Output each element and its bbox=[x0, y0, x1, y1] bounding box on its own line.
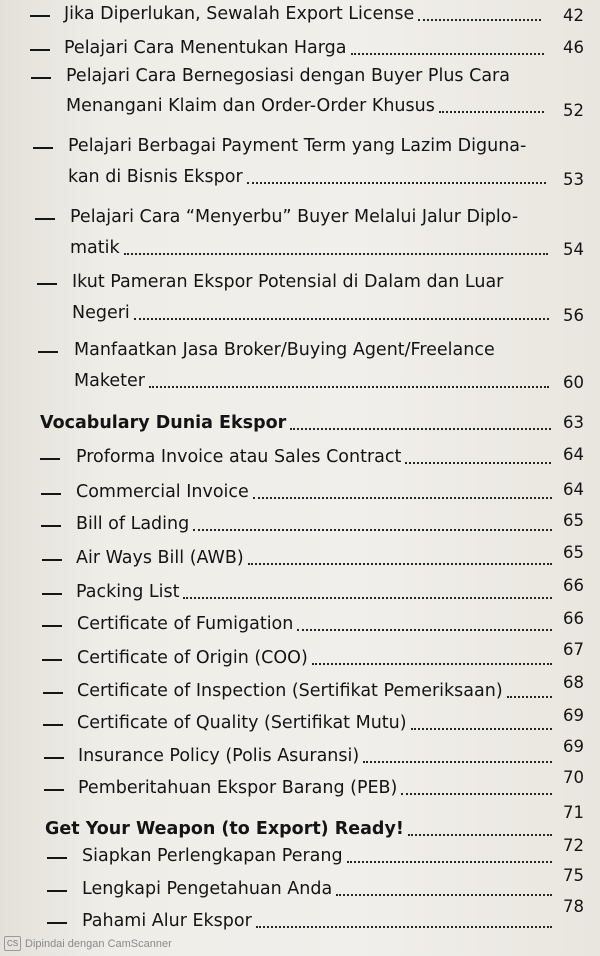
page-number: 69 bbox=[563, 737, 584, 756]
dot-leader bbox=[507, 696, 552, 698]
bullet-dash-icon bbox=[47, 890, 67, 892]
toc-entry-title-line bbox=[64, 36, 548, 60]
page-number: 75 bbox=[563, 866, 584, 885]
toc-entry-title-line bbox=[76, 512, 556, 536]
entry-title: Certificate of Inspection (Sertifikat Pemeriksaan) bbox=[77, 681, 503, 701]
bullet-dash-icon bbox=[47, 922, 67, 924]
toc-entry-title-line bbox=[77, 612, 556, 636]
dot-leader bbox=[351, 53, 545, 55]
bullet-dash-icon bbox=[37, 283, 57, 285]
entry-title: Bill of Lading bbox=[76, 514, 190, 534]
entry-title: Ikut Pameran Ekspor Potensial di Dalam dan Luar bbox=[72, 272, 504, 292]
entry-title: Jika Diperlukan, Sewalah Export License bbox=[64, 4, 415, 24]
toc-entry-title-line bbox=[66, 64, 510, 88]
entry-title: Pahami Alur Ekspor bbox=[82, 911, 252, 931]
toc-entry-title-line bbox=[70, 205, 518, 229]
bullet-dash-icon bbox=[30, 49, 50, 51]
bullet-dash-icon bbox=[42, 559, 62, 561]
bullet-dash-icon bbox=[42, 659, 62, 661]
page-number: 66 bbox=[563, 576, 584, 595]
dot-leader bbox=[124, 253, 548, 255]
entry-title: Certificate of Quality (Sertifikat Mutu) bbox=[77, 713, 407, 733]
page-number: 69 bbox=[563, 706, 584, 725]
entry-title: Maketer bbox=[74, 371, 145, 391]
bullet-dash-icon bbox=[33, 147, 53, 149]
dot-leader bbox=[347, 861, 552, 863]
scanner-watermark bbox=[4, 936, 172, 951]
dot-leader bbox=[408, 834, 552, 836]
bullet-dash-icon bbox=[43, 724, 63, 726]
toc-entry-title-line bbox=[82, 844, 556, 868]
page-number: 60 bbox=[563, 373, 584, 392]
entry-title: Insurance Policy (Polis Asuransi) bbox=[78, 746, 360, 766]
camscanner-logo-icon: CS bbox=[4, 936, 21, 951]
entry-title: kan di Bisnis Ekspor bbox=[68, 167, 243, 187]
page-number: 65 bbox=[563, 543, 584, 562]
entry-title: Manfaatkan Jasa Broker/Buying Agent/Freelance bbox=[74, 340, 495, 360]
toc-entry-title-line bbox=[72, 301, 553, 325]
entry-title: Pemberitahuan Ekspor Barang (PEB) bbox=[78, 778, 398, 798]
bullet-dash-icon bbox=[35, 218, 55, 220]
bullet-dash-icon bbox=[38, 351, 58, 353]
bullet-dash-icon bbox=[31, 77, 51, 79]
page-number: 42 bbox=[563, 6, 584, 25]
page-number: 64 bbox=[563, 480, 584, 499]
dot-leader bbox=[183, 597, 552, 599]
page-number: 65 bbox=[563, 511, 584, 530]
toc-entry-title-line bbox=[76, 480, 556, 504]
bullet-dash-icon bbox=[40, 458, 60, 460]
entry-title: Air Ways Bill (AWB) bbox=[76, 548, 244, 568]
page-number: 63 bbox=[563, 413, 584, 432]
entry-title: Siapkan Perlengkapan Perang bbox=[82, 846, 343, 866]
bullet-dash-icon bbox=[30, 15, 50, 17]
entry-title: Lengkapi Pengetahuan Anda bbox=[82, 879, 333, 899]
toc-entry-title-line bbox=[66, 94, 548, 118]
toc-entry-title-line bbox=[77, 711, 556, 735]
dot-leader bbox=[363, 761, 552, 763]
bullet-dash-icon bbox=[47, 857, 67, 859]
entry-title: matik bbox=[70, 238, 120, 258]
bullet-dash-icon bbox=[44, 789, 64, 791]
bullet-dash-icon bbox=[41, 493, 61, 495]
entry-title: Pelajari Cara Bernegosiasi dengan Buyer Plus Cara bbox=[66, 66, 510, 86]
dot-leader bbox=[290, 428, 551, 430]
entry-title: Pelajari Cara “Menyerbu” Buyer Melalui Jalur Diplo- bbox=[70, 207, 519, 227]
toc-entry-title-line bbox=[76, 445, 555, 469]
dot-leader bbox=[247, 182, 546, 184]
page-number: 67 bbox=[563, 640, 584, 659]
bullet-dash-icon bbox=[41, 525, 61, 527]
entry-title: Menangani Klaim dan Order-Order Khusus bbox=[66, 96, 435, 116]
section-title: Get Your Weapon (to Export) Ready! bbox=[45, 819, 404, 839]
toc-entry-title-line bbox=[64, 2, 545, 26]
entry-title: Commercial Invoice bbox=[76, 482, 249, 502]
section-title: Vocabulary Dunia Ekspor bbox=[40, 413, 287, 433]
page-number: 64 bbox=[563, 445, 584, 464]
dot-leader bbox=[401, 793, 552, 795]
entry-title: Negeri bbox=[72, 303, 130, 323]
toc-entry-title-line bbox=[68, 134, 526, 158]
toc-entry-title-line bbox=[74, 338, 495, 362]
dot-leader bbox=[336, 894, 552, 896]
page-number: 70 bbox=[563, 768, 584, 787]
toc-entry-title-line bbox=[82, 877, 556, 901]
toc-entry-title-line bbox=[70, 236, 552, 260]
page-number: 71 bbox=[563, 803, 584, 822]
dot-leader bbox=[439, 111, 544, 113]
entry-title: Pelajari Berbagai Payment Term yang Lazim Diguna- bbox=[68, 136, 527, 156]
dot-leader bbox=[134, 318, 549, 320]
page-number: 78 bbox=[563, 897, 584, 916]
toc-entry-title-line bbox=[76, 546, 556, 570]
page-number: 66 bbox=[563, 609, 584, 628]
page-number: 54 bbox=[563, 240, 584, 259]
toc-entry-title-line bbox=[40, 411, 555, 435]
toc-entry-title-line bbox=[77, 679, 556, 703]
entry-title: Certificate of Fumigation bbox=[77, 614, 294, 634]
dot-leader bbox=[193, 529, 552, 531]
toc-entry-title-line bbox=[78, 776, 556, 800]
entry-title: Proforma Invoice atau Sales Contract bbox=[76, 447, 402, 467]
dot-leader bbox=[297, 629, 552, 631]
entry-title: Packing List bbox=[76, 582, 180, 602]
dot-leader bbox=[253, 497, 552, 499]
page-number: 56 bbox=[563, 306, 584, 325]
entry-title: Certificate of Origin (COO) bbox=[77, 648, 308, 668]
toc-entry-title-line bbox=[77, 646, 556, 670]
dot-leader bbox=[248, 563, 552, 565]
dot-leader bbox=[256, 926, 552, 928]
toc-entry-title-line bbox=[45, 817, 556, 841]
toc-entry-title-line bbox=[72, 270, 503, 294]
toc-entry-title-line bbox=[74, 369, 553, 393]
toc-entry-title-line bbox=[78, 744, 556, 768]
dot-leader bbox=[312, 663, 552, 665]
toc-entry-title-line bbox=[68, 165, 550, 189]
toc-entry-title-line bbox=[76, 580, 556, 604]
page-number: 53 bbox=[563, 170, 584, 189]
page-number: 72 bbox=[563, 836, 584, 855]
entry-title: Pelajari Cara Menentukan Harga bbox=[64, 38, 347, 58]
bullet-dash-icon bbox=[44, 757, 64, 759]
scanner-watermark-text: Dipindai dengan CamScanner bbox=[25, 937, 172, 950]
page-number: 46 bbox=[563, 38, 584, 57]
dot-leader bbox=[149, 386, 549, 388]
dot-leader bbox=[418, 19, 541, 21]
page-number: 52 bbox=[563, 101, 584, 120]
dot-leader bbox=[411, 728, 552, 730]
dot-leader bbox=[405, 462, 551, 464]
bullet-dash-icon bbox=[43, 692, 63, 694]
toc-entry-title-line bbox=[82, 909, 556, 933]
bullet-dash-icon bbox=[42, 625, 62, 627]
bullet-dash-icon bbox=[42, 593, 62, 595]
page-number: 68 bbox=[563, 673, 584, 692]
